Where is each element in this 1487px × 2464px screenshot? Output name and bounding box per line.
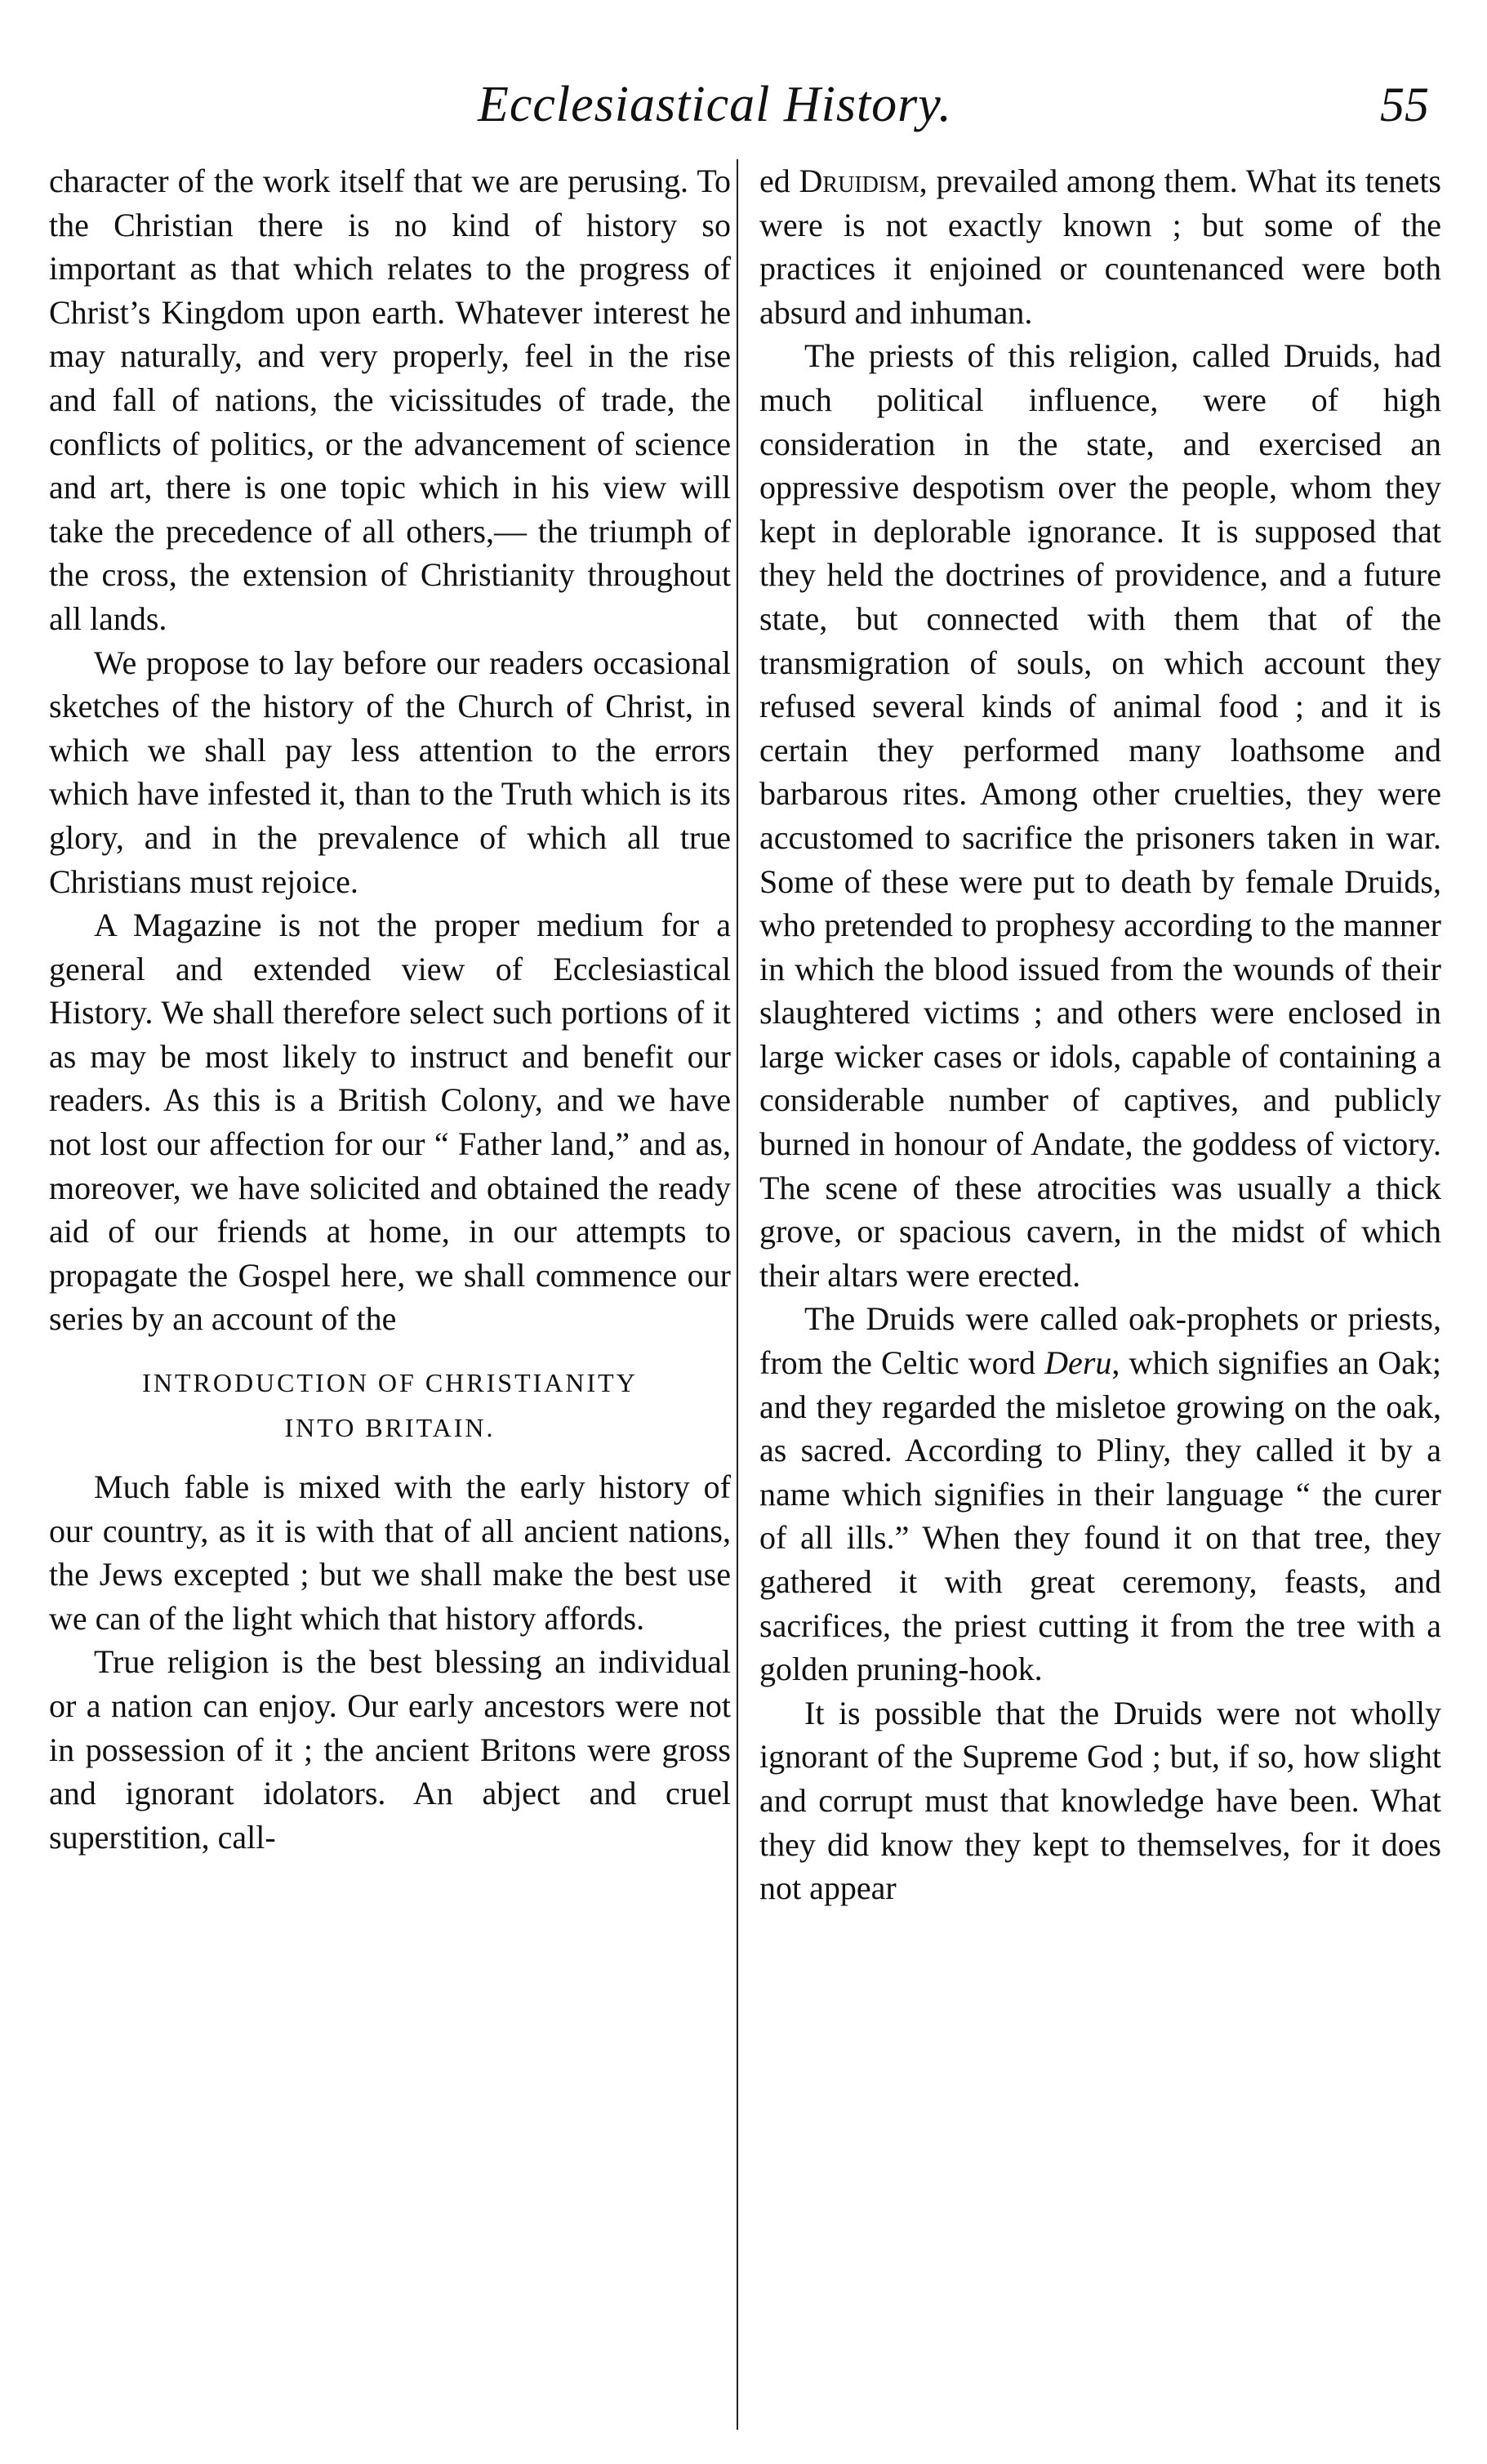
paragraph-priests: The priests of this religion, called Druids, had much political influence, were of high consideration in the state, and exercised an oppressive despotism over the people, whom they kept in deplorable ignorance. It is supposed that they held the doctrines of providence, and a future state, but connected with them that of the transmigration of souls, on which account they refused several kinds of animal food ; and it is certain they performed many loathsome and barbarous rites. Among other cruelties, they were accustomed to sacrifice the prisoners taken in war. Some of these were put to death by female Druids, who pretended to prophesy according to the manner in which the blood issued from the wounds of their slaughtered victims ; and others were enclosed in large wicker cases or idols, capable of containing a considerable number of captives, and publicly burned in honour of Andate, the goddess of victory. The scene of these atrocities was usually a thick grove, or spacious cavern, in the midst of which their altars were erected.: [759, 337, 1441, 1294]
oak-lead: The Druids were called oak-prophets or priests, from the Celtic word: [759, 1300, 1441, 1382]
paragraph-supreme-god: It is possible that the Druids were not wholly ignorant of the Supreme God ; but, if so, how slight and corrupt must that knowledge have been. What they did know they kept to themselves, for it does not appear: [759, 1694, 1441, 1907]
section-heading-line-1: INTRODUCTION OF CHRISTIANITY: [142, 1368, 638, 1398]
left-column: [49, 159, 731, 1859]
paragraph-magazine: A Magazine is not the proper medium for a general and extended view of Ecclesiastical History. We shall therefore select such portions of it as may be most likely to instruct and benefit our readers. As this is a British Colony, and we have not lost our affection for our “ Father land,” and as, moreover, we have solicited and obtained the ready aid of our friends at home, in our attempts to propagate the Gospel here, we shall commence our series by an account of the: [49, 907, 731, 1338]
running-title: Ecclesiastical History.: [478, 77, 952, 132]
paragraph-oak-prophets: [759, 1297, 1441, 1691]
section-heading: [49, 1361, 731, 1450]
paragraph-church-history: We propose to lay before our readers occasional sketches of the history of the Church of Christ, in which we shall pay less attention to the errors which have infested it, than to the Truth which is its glory, and in the prevalence of which all true Christians must rejoice.: [49, 644, 731, 900]
page-header: [0, 57, 1487, 155]
druidism-lead: ed: [759, 163, 799, 199]
druidism-rest: , prevailed among them. What its tenets were is not exactly known ; but some of the practices it enjoined or countenanced were both absurd and inhuman.: [759, 163, 1441, 331]
deru-term: Deru: [1044, 1344, 1112, 1382]
paragraph-continued: character of the work itself that we are perusing. To the Christian there is no kind of history so important as that which relates to the progress of Christ’s Kingdom upon earth. Whatever interest he may naturally, and very properly, feel in the rise and fall of nations, the vicissitudes of trade, the conflicts of politics, or the advancement of science and art, there is one topic which in his view will take the precedence of all others,— the triumph of the cross, the extension of Christianity throughout all lands.: [49, 163, 731, 637]
right-column: [759, 159, 1441, 1910]
page-number: 55: [1380, 78, 1429, 131]
druidism-term: Druidism: [799, 163, 919, 199]
column-divider: [737, 159, 738, 2430]
paragraph-true-religion: True religion is the best blessing an individual or a nation can enjoy. Our early ancestors were not in possession of it ; the ancient Britons were gross and ignorant idolators. An abject and cruel superstition, call-: [49, 1643, 731, 1856]
oak-rest: , which signifies an Oak; and they regarded the misletoe growing on the oak, as sacred. According to Pliny, they called it by a name which signifies in their language “ the curer of all ills.” When they found it on that tree, they gathered it with great ceremony, feasts, and sacrifices, the priest cutting it from the tree with a golden pruning-hook.: [759, 1344, 1442, 1688]
paragraph-druidism: [759, 159, 1441, 334]
section-heading-line-2: INTO BRITAIN.: [284, 1413, 496, 1443]
paragraph-fable: Much fable is mixed with the early history of our country, as it is with that of all ancient nations, the Jews excepted ; but we shall make the best use we can of the light which that history affords.: [49, 1468, 731, 1637]
